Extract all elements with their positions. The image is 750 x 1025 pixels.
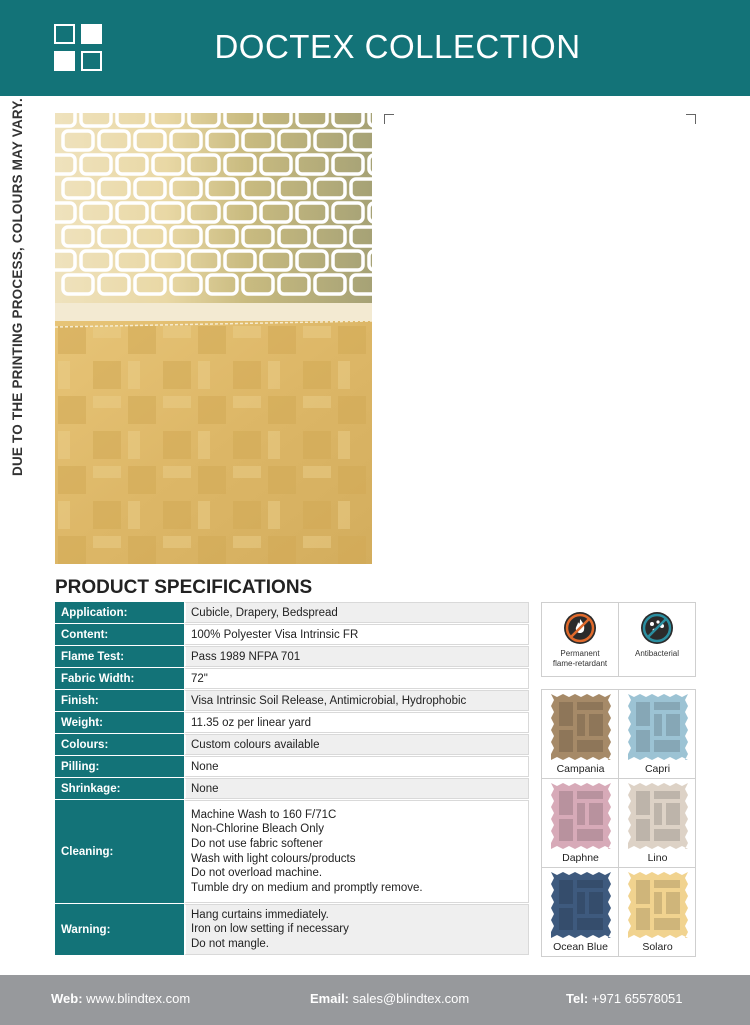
swatch-ocean-blue[interactable] [542,868,619,957]
fabric-swatch-image [628,694,688,760]
footer-bar [0,975,750,1025]
colour-swatches [541,689,696,957]
spec-value: Pass 1989 NFPA 701 [184,646,529,667]
spec-row [55,668,529,690]
colour-disclaimer: DUE TO THE PRINTING PROCESS, COLOURS MAY VARY. [10,97,25,476]
swatch-label: Capri [644,763,671,775]
swatch-solaro[interactable] [619,868,696,957]
feature-caption: Permanent [560,649,600,658]
feature-caption: Antibacterial [634,649,680,658]
spec-label: Cleaning: [55,800,184,903]
spec-row [55,690,529,712]
swatch-label: Lino [647,852,668,864]
spec-label: Flame Test: [55,646,184,667]
fabric-swatch-image [628,872,688,938]
spec-label: Warning: [55,904,184,955]
spec-row [55,778,529,800]
swatch-label: Ocean Blue [553,941,608,953]
feature-flame-retardant [542,603,618,676]
spec-value: 72" [184,668,529,689]
footer-email: Email: sales@blindtex.com [310,991,470,1006]
spec-row [55,712,529,734]
swatch-daphne[interactable] [542,779,619,868]
swatch-label: Daphne [562,852,599,864]
specifications-heading: PRODUCT SPECIFICATIONS [55,577,313,598]
fabric-swatch-image [551,694,611,760]
spec-label: Content: [55,624,184,645]
spec-label: Shrinkage: [55,778,184,799]
spec-label: Finish: [55,690,184,711]
spec-value-line: Non-Chlorine Bleach Only [191,823,324,836]
spec-value-line: Iron on low setting if necessary [191,923,349,936]
spec-row [55,800,529,904]
antibacterial-icon [640,611,674,645]
feature-icons [541,602,696,677]
spec-value-line: Do not mangle. [191,937,269,950]
spec-label: Fabric Width: [55,668,184,689]
spec-value: 100% Polyester Visa Intrinsic FR [184,624,529,645]
page-title: DOCTEX COLLECTION [214,28,581,65]
spec-value [184,800,529,903]
website-link[interactable]: www.blindtex.com [86,991,191,1006]
spec-value: Visa Intrinsic Soil Release, Antimicrobial, Hydrophobic [184,690,529,711]
feature-caption: flame-retardant [552,659,608,668]
spec-row [55,734,529,756]
spec-value: 11.35 oz per linear yard [184,712,529,733]
spec-label: Application: [55,602,184,623]
swatch-label: Solaro [642,941,673,953]
spec-label: Colours: [55,734,184,755]
spec-value-line: Machine Wash to 160 F/71C [191,808,337,821]
spec-row [55,602,529,624]
spec-value-line: Hang curtains immediately. [191,908,329,921]
spec-value-line: Wash with light colours/products [191,852,356,865]
header-bar [0,0,750,96]
brand-logo [54,24,104,72]
fabric-swatch-image [628,783,688,849]
swatch-lino[interactable] [619,779,696,868]
footer-web: Web: www.blindtex.com [51,991,191,1006]
spec-value: None [184,778,529,799]
spec-value: None [184,756,529,777]
frame-corner-top-left [384,114,394,124]
spec-row [55,624,529,646]
swatch-capri[interactable] [619,690,696,779]
spec-value-line: Do not overload machine. [191,867,323,880]
email-link[interactable]: sales@blindtex.com [352,991,470,1006]
spec-value: Custom colours available [184,734,529,755]
footer-tel: Tel: +971 65578051 [566,991,683,1006]
spec-label: Weight: [55,712,184,733]
feature-antibacterial [618,603,695,676]
spec-label: Pilling: [55,756,184,777]
fabric-swatch-image [551,872,611,938]
spec-row [55,904,529,956]
spec-value-line: Tumble dry on medium and promptly remove. [191,881,423,894]
specifications-table [55,602,529,956]
spec-value [184,904,529,955]
frame-corner-top-right [686,114,696,124]
phone-link[interactable]: +971 65578051 [591,991,683,1006]
spec-value-line: Do not use fabric softener [191,837,323,850]
spec-row [55,646,529,668]
swatch-label: Campania [556,763,605,775]
spec-value: Cubicle, Drapery, Bedspread [184,602,529,623]
fabric-photo [55,113,372,564]
flame-retardant-icon [563,611,597,645]
fabric-swatch-image [551,783,611,849]
spec-row [55,756,529,778]
swatch-campania[interactable] [542,690,619,779]
